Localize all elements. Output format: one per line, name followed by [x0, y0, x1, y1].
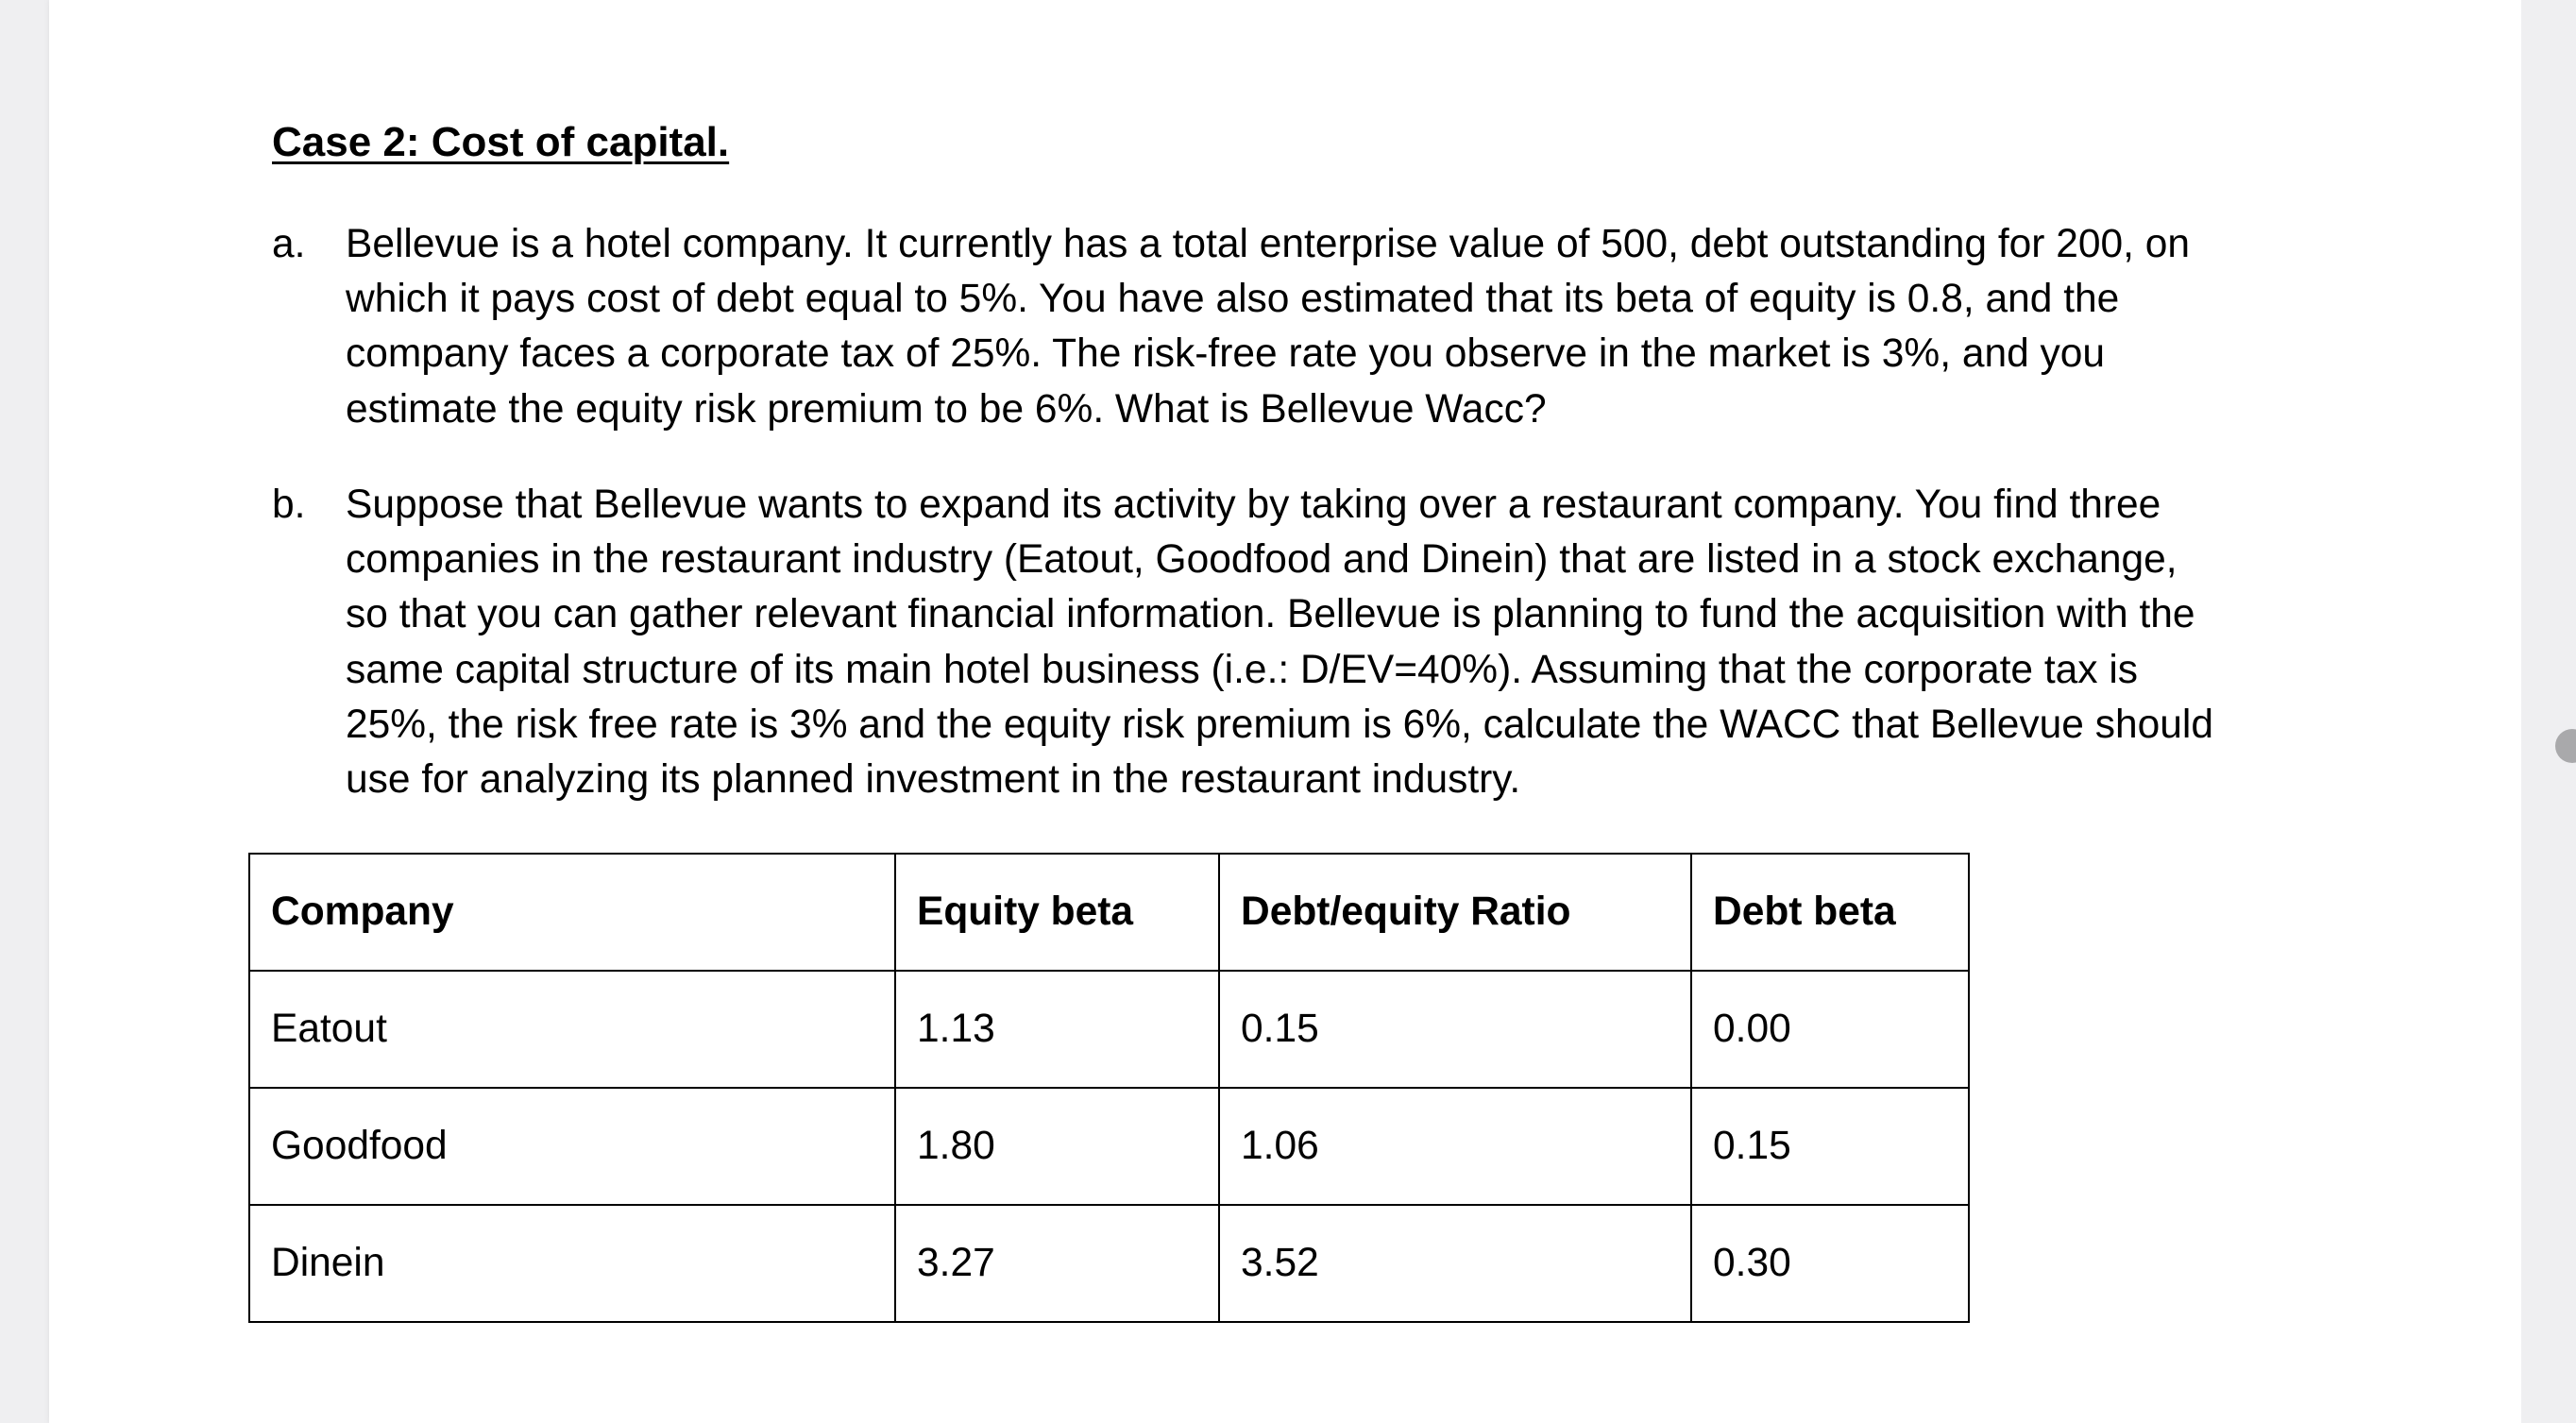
cell-equity-beta: 1.80: [895, 1088, 1219, 1205]
question-a-line: which it pays cost of debt equal to 5%. You have also estimated that its beta of equity is 0.8, and the: [346, 277, 2120, 322]
question-b-text: [346, 478, 2213, 807]
header-debt-equity-ratio: Debt/equity Ratio: [1219, 854, 1691, 971]
question-b-marker: b.: [272, 483, 306, 527]
cell-company: Dinein: [249, 1205, 895, 1322]
cell-debt-beta: 0.00: [1691, 971, 1969, 1088]
question-b-line: Suppose that Bellevue wants to expand its activity by taking over a restaurant company. You find three: [346, 483, 2161, 527]
question-b-line: so that you can gather relevant financial information. Bellevue is planning to fund the acquisition with the: [346, 592, 2195, 637]
cell-company: Eatout: [249, 971, 895, 1088]
question-b-line: use for analyzing its planned investment in the restaurant industry.: [346, 757, 1521, 803]
table-row: [249, 1088, 1969, 1205]
question-a-text: [346, 217, 2190, 437]
table-row: [249, 971, 1969, 1088]
cell-equity-beta: 3.27: [895, 1205, 1219, 1322]
header-debt-beta: Debt beta: [1691, 854, 1969, 971]
table-row: [249, 1205, 1969, 1322]
question-a-line: company faces a corporate tax of 25%. The risk-free rate you observe in the market is 3%, and you: [346, 331, 2106, 377]
cell-debt-beta: 0.30: [1691, 1205, 1969, 1322]
company-data-table: [248, 853, 1970, 1323]
left-margin: [0, 0, 49, 1423]
cell-debt-equity-ratio: 3.52: [1219, 1205, 1691, 1322]
cell-company: Goodfood: [249, 1088, 895, 1205]
question-a-line: Bellevue is a hotel company. It currently has a total enterprise value of 500, debt outstanding for 200, on: [346, 222, 2191, 266]
cell-debt-equity-ratio: 0.15: [1219, 971, 1691, 1088]
cell-debt-beta: 0.15: [1691, 1088, 1969, 1205]
cell-equity-beta: 1.13: [895, 971, 1219, 1088]
header-company: Company: [249, 854, 895, 971]
right-margin: [2521, 0, 2576, 1423]
question-b-line: companies in the restaurant industry (Eatout, Goodfood and Dinein) that are listed in a stock exchange,: [346, 537, 2178, 583]
cell-debt-equity-ratio: 1.06: [1219, 1088, 1691, 1205]
question-a-marker: a.: [272, 222, 306, 266]
question-b-line: same capital structure of its main hotel business (i.e.: D/EV=40%). Assuming that the corporate tax is: [346, 647, 2139, 692]
table-header-row: [249, 854, 1969, 971]
header-equity-beta: Equity beta: [895, 854, 1219, 971]
question-b-line: 25%, the risk free rate is 3% and the equity risk premium is 6%, calculate the WACC that Bellevue should: [346, 702, 2213, 747]
case-title: Case 2: Cost of capital.: [272, 119, 730, 165]
question-a-line: estimate the equity risk premium to be 6%. What is Bellevue Wacc?: [346, 386, 1547, 432]
